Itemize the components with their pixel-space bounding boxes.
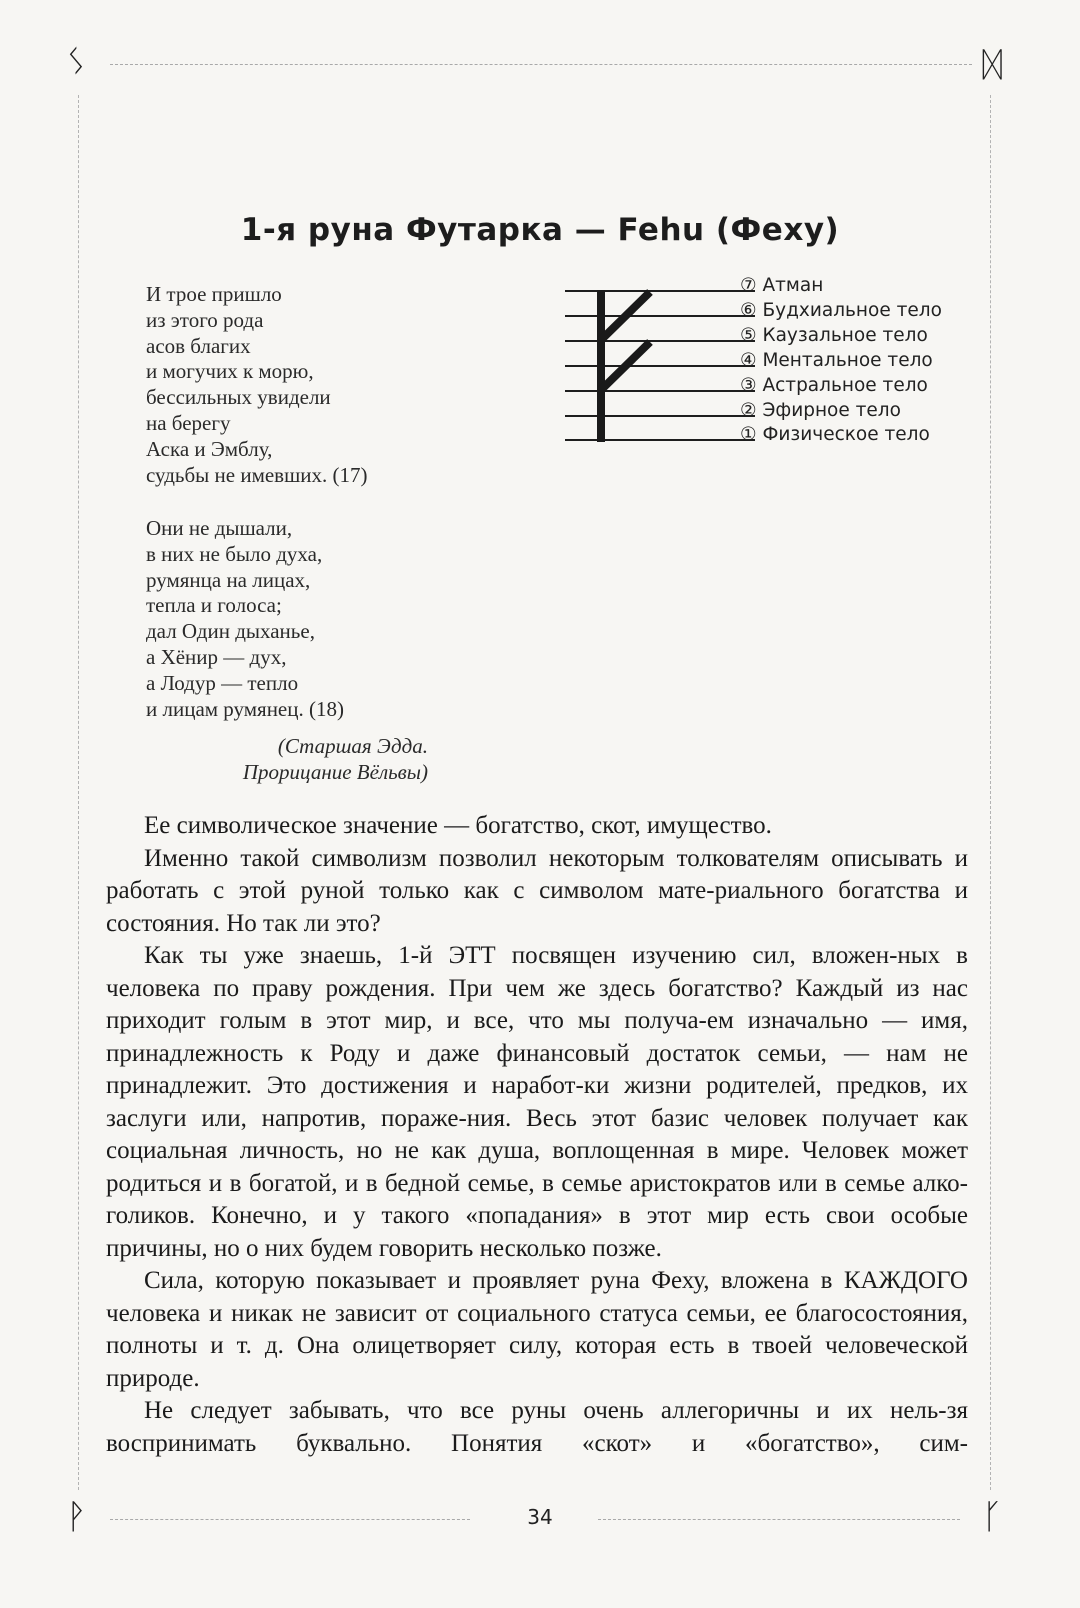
poem-line: и лицам румянец. (18) xyxy=(146,696,344,721)
poem-line: тепла и голоса; xyxy=(146,593,282,618)
page-number: 34 xyxy=(527,1505,553,1529)
poem-line: а Лодур — тепло xyxy=(146,670,299,695)
poem-line: судьбы не имевших. (17) xyxy=(146,462,368,487)
source-line: (Старшая Эдда. xyxy=(277,734,428,758)
layer-label-causal: ⑤ Каузальное тело xyxy=(740,325,928,346)
paragraph: Сила, которую показывает и проявляет руна Феху, вложена в КАЖДОГО человека и никак не зависит от социального статуса семьи, ее благосостояния, полноты и т. д. Она олицетворяет силу, которая есть в твоей человеческой природе. xyxy=(106,1267,968,1392)
paragraph: Именно такой символизм позволил некоторым толкователям описывать и работать с этой руной только как с символом мате-риального богатства и состояния. Но так ли это? xyxy=(106,844,968,937)
layer-label-etheric: ② Эфирное тело xyxy=(740,400,901,421)
poem-stanza-1 xyxy=(146,282,368,488)
layer-label-atman: ⑦ Атман xyxy=(740,275,824,296)
poem-line: на берегу xyxy=(146,410,231,435)
poem-line: и могучих к морю, xyxy=(146,359,314,384)
wunjo-rune-icon: ᚹ xyxy=(66,1497,87,1537)
layer-label-physical: ① Физическое тело xyxy=(740,424,930,445)
top-border xyxy=(110,64,972,65)
kaun-rune-icon: ᚴ xyxy=(982,1497,1003,1537)
poem-line: дал Один дыханье, xyxy=(146,619,315,644)
layer-label-mental: ④ Ментальное тело xyxy=(740,350,933,371)
poem-line: а Хёнир — дух, xyxy=(146,644,287,669)
poem-line: в них не было духа, xyxy=(146,541,323,566)
left-border xyxy=(78,95,79,1490)
dagaz-rune-icon: ᛞ xyxy=(982,45,1003,85)
page-title: 1-я руна Футарка — Fehu (Феху) xyxy=(240,212,840,248)
poem-source xyxy=(243,733,428,785)
sowilo-rune-icon: ᛊ xyxy=(66,42,87,82)
poem-line: из этого рода xyxy=(146,307,264,332)
poem-line: бессильных увидели xyxy=(146,385,331,410)
poem-stanza-2 xyxy=(146,516,344,722)
bottom-border-right xyxy=(598,1519,960,1520)
paragraph: Не следует забывать, что все руны очень аллегоричны и их нель-зя воспринимать буквально. Понятия «скот» и «богатство», сим- xyxy=(106,1397,968,1457)
layer-label-buddhic: ⑥ Будхиальное тело xyxy=(740,300,942,321)
layer-label-astral: ③ Астральное тело xyxy=(740,375,928,396)
fehu-rune-diagram xyxy=(565,275,985,460)
body-text xyxy=(106,810,968,1460)
poem-line: И трое пришло xyxy=(146,282,282,306)
poem-line: Они не дышали, xyxy=(146,516,293,540)
paragraph: Ее символическое значение — богатство, скот, имущество. xyxy=(144,812,772,839)
bottom-border-left xyxy=(110,1519,470,1520)
poem-line: Аска и Эмблу, xyxy=(146,436,273,461)
poem-line: асов благих xyxy=(146,333,251,358)
poem-line: румянца на лицах, xyxy=(146,567,311,592)
right-border xyxy=(990,95,991,1490)
source-line: Прорицание Вёльвы) xyxy=(242,760,428,784)
paragraph: Как ты уже знаешь, 1-й ЭТТ посвящен изучению сил, вложен-ных в человека по праву рождения. При чем же здесь богатство? Каждый из нас приходит голым в этот мир, и все, что мы получа-ем изначально — имя, принадлежность к Роду и даже финансовый достаток семьи, — нам не принадлежит. Это достижения и наработ-ки жизни родителей, предков, их заслуги или, напротив, пораже-ния. Весь этот базис человек получает как социальная личность, но не как душа, воплощенная в мире. Человек может родиться и в богатой, и в бедной семье, в семье аристократов или в семье алко-голиков. Конечно, и у такого «попадания» в этот мир есть свои особые причины, но о них будем говорить несколько позже. xyxy=(106,942,968,1262)
